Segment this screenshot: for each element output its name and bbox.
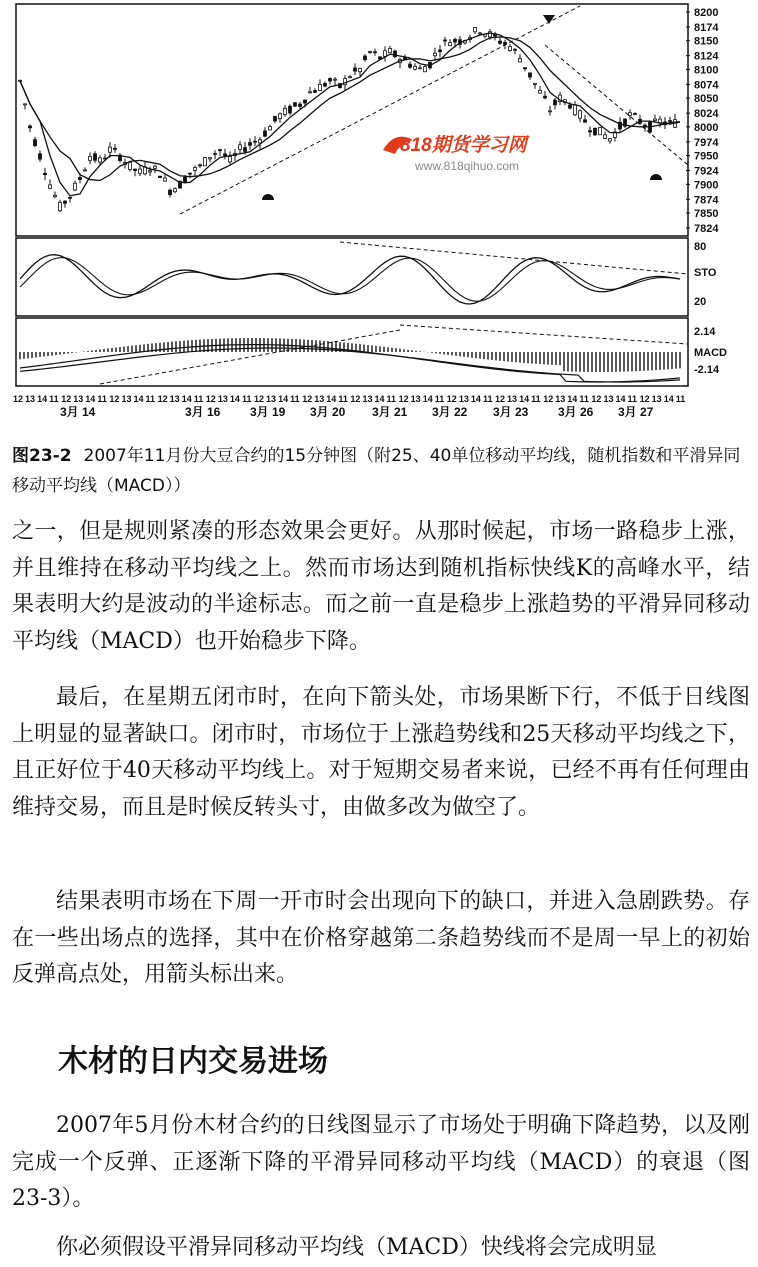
candle-body — [319, 84, 322, 90]
candle-body — [89, 157, 92, 161]
candle-body — [199, 165, 202, 166]
x-hour-tick: 11 — [482, 394, 493, 404]
stochastic-panel — [16, 238, 688, 316]
candle-body — [264, 131, 267, 136]
candle-body — [524, 68, 527, 69]
x-hour-tick: 14 — [422, 394, 433, 404]
candle-body — [219, 150, 222, 151]
candle-body — [279, 114, 282, 119]
price-tick: 7950 — [694, 150, 719, 163]
x-hour-tick: 13 — [73, 394, 84, 404]
candle-body — [434, 53, 437, 55]
x-axis-dates — [60, 405, 654, 419]
candle-body — [509, 47, 512, 51]
x-hour-tick: 14 — [519, 394, 530, 404]
macd-tick-high: 2.14 — [694, 326, 716, 338]
candle-body — [94, 154, 97, 161]
x-hour-tick: 14 — [278, 394, 289, 404]
x-date-label: 3月 16 — [185, 405, 221, 419]
paragraph: 最后，在星期五闭市时，在向下箭头处，市场果断下行，不低于日线图上明显的显著缺口。闭市时，市场位于上涨趋势线和25天移动平均线之下，且正好位于40天移动平均线上。对于短期交易者来说，已经不再有任何理由维持交易，而且是时候反转头寸，由做多改为做空了。 — [12, 685, 750, 820]
x-hour-tick: 12 — [446, 394, 457, 404]
x-hour-tick: 11 — [531, 394, 541, 404]
sto-label: STO — [694, 267, 717, 279]
candle-body — [609, 139, 612, 141]
candle-body — [349, 77, 352, 78]
caption-text: 2007年11月份大豆合约的15分钟图（附25、40单位移动平均线，随机指数和平滑异同移动平均线（MACD）） — [12, 446, 741, 496]
x-hour-tick: 12 — [61, 394, 72, 404]
candle-body — [79, 178, 82, 180]
sto-tick-80: 80 — [694, 241, 707, 253]
candle-body — [109, 147, 112, 152]
candle-body — [604, 135, 607, 139]
x-date-label: 3月 26 — [558, 405, 594, 419]
candle-body — [454, 39, 457, 42]
price-axis-ticks — [686, 7, 719, 235]
candle-body — [354, 68, 357, 71]
price-tick: 8100 — [694, 64, 719, 77]
soybean-15min-chart — [0, 0, 758, 420]
price-tick: 7924 — [694, 165, 719, 178]
candle-body — [554, 100, 557, 105]
candle-body — [309, 92, 312, 93]
x-hour-tick: 11 — [386, 394, 397, 404]
x-hour-tick: 12 — [639, 394, 650, 404]
x-hour-tick: 14 — [470, 394, 481, 404]
candle-body — [154, 166, 157, 168]
price-tick: 8024 — [694, 108, 719, 121]
candle-body — [409, 64, 412, 67]
x-hour-tick: 11 — [434, 394, 445, 404]
candle-body — [139, 169, 142, 173]
x-hour-tick: 12 — [350, 394, 361, 404]
paragraph: 2007年5月份木材合约的日线图显示了市场处于明确下降趋势，以及刚完成一个反弹、正逐渐下降的平滑异同移动平均线（MACD）的衰退（图23-3）。 — [12, 1113, 750, 1211]
candle-body — [574, 105, 577, 115]
section-heading: 木材的日内交易进场 — [58, 1044, 328, 1079]
x-axis-hours — [13, 394, 685, 404]
x-hour-tick: 11 — [579, 394, 589, 404]
x-hour-tick: 11 — [338, 394, 348, 404]
candle-body — [629, 113, 632, 116]
price-panel — [16, 4, 688, 236]
candle-body — [64, 201, 67, 203]
candle-body — [294, 103, 297, 106]
candle-body — [284, 108, 287, 114]
x-hour-tick: 14 — [181, 394, 192, 404]
x-hour-tick: 13 — [555, 394, 566, 404]
caption-label: 图23-2 — [12, 446, 72, 466]
x-hour-tick: 11 — [97, 394, 107, 404]
macd-tick-low: -2.14 — [694, 364, 720, 376]
candle-body — [239, 145, 242, 150]
x-hour-tick: 12 — [254, 394, 265, 404]
x-date-label: 3月 21 — [372, 405, 408, 419]
price-tick: 8200 — [694, 7, 719, 19]
price-tick: 8074 — [694, 79, 719, 92]
candle-body — [84, 170, 87, 171]
price-tick: 8000 — [694, 121, 719, 134]
price-tick: 7850 — [694, 208, 719, 221]
x-hour-tick: 11 — [290, 394, 300, 404]
candle-body — [519, 58, 522, 62]
candle-body — [654, 119, 657, 121]
paragraph: 之一，但是规则紧凑的形态效果会更好。从那时候起，市场一路稳步上涨，并且维持在移动平均线之上。然而市场达到随机指标快线K的高峰水平，结果表明大约是波动的半途标志。而之前一直是稳步上涨趋势的平滑异同移动平均线（MACD）也开始稳步下降。 — [12, 519, 750, 654]
candle-body — [194, 168, 197, 171]
x-hour-tick: 14 — [85, 394, 96, 404]
candle-body — [269, 127, 272, 130]
price-tick: 7900 — [694, 179, 719, 192]
candle-body — [359, 69, 362, 72]
candle-body — [49, 185, 52, 188]
macd-label: MACD — [694, 347, 727, 359]
x-date-label: 3月 27 — [618, 405, 654, 419]
candle-body — [424, 67, 427, 72]
x-hour-tick: 11 — [49, 394, 59, 404]
candle-body — [229, 157, 232, 162]
x-date-label: 3月 19 — [250, 405, 286, 419]
candle-body — [364, 56, 367, 60]
candle-body — [444, 40, 447, 41]
x-hour-tick: 12 — [157, 394, 168, 404]
x-hour-tick: 12 — [495, 394, 506, 404]
candle-body — [169, 190, 172, 195]
x-date-label: 3月 22 — [432, 405, 468, 419]
candle-body — [324, 83, 327, 86]
price-tick: 7824 — [694, 223, 719, 235]
x-hour-tick: 13 — [507, 394, 518, 404]
candle-body — [29, 126, 32, 128]
candle-body — [589, 131, 592, 132]
candle-body — [314, 91, 317, 93]
candle-body — [159, 176, 162, 177]
x-hour-tick: 11 — [145, 394, 156, 404]
x-hour-tick: 13 — [410, 394, 421, 404]
candle-body — [214, 153, 217, 154]
candle-body — [514, 49, 517, 50]
candle-body — [244, 148, 247, 152]
candle-body — [44, 173, 47, 174]
x-hour-tick: 14 — [229, 394, 240, 404]
watermark-title: 818期货学习网 — [400, 135, 527, 156]
candle-body — [594, 128, 597, 135]
x-hour-tick: 12 — [398, 394, 409, 404]
paragraph: 结果表明市场在下周一开市时会出现向下的缺口，并进入急剧跌势。存在一些出场点的选择，其中在价格穿越第二条趋势线而不是周一早上的初始反弹高点处，用箭头标出来。 — [12, 889, 750, 987]
candle-body — [439, 50, 442, 52]
candle-body — [474, 28, 477, 32]
x-hour-tick: 14 — [567, 394, 578, 404]
x-hour-tick: 14 — [37, 394, 48, 404]
x-hour-tick: 11 — [627, 394, 638, 404]
candle-body — [534, 83, 537, 84]
x-hour-tick: 12 — [543, 394, 554, 404]
candle-body — [599, 127, 602, 134]
candle-body — [134, 169, 137, 170]
price-tick: 8124 — [694, 50, 719, 63]
price-tick: 8174 — [694, 21, 719, 34]
x-hour-tick: 11 — [241, 394, 252, 404]
price-tick: 8050 — [694, 93, 719, 106]
x-hour-tick: 13 — [121, 394, 132, 404]
candle-body — [529, 73, 532, 77]
x-date-label: 3月 20 — [310, 405, 346, 419]
x-hour-tick: 12 — [109, 394, 120, 404]
x-hour-tick: 13 — [603, 394, 614, 404]
candle-body — [189, 173, 192, 174]
candle-body — [584, 120, 587, 122]
candle-body — [69, 197, 72, 198]
candle-body — [659, 119, 662, 123]
x-date-label: 3月 23 — [493, 405, 529, 419]
x-hour-tick: 14 — [133, 394, 144, 404]
candle-body — [149, 171, 152, 172]
candle-body — [24, 104, 27, 105]
x-hour-tick: 12 — [13, 394, 24, 404]
x-hour-tick: 12 — [205, 394, 216, 404]
x-hour-tick: 13 — [169, 394, 180, 404]
candle-body — [114, 148, 117, 149]
x-hour-tick: 13 — [651, 394, 662, 404]
candle-body — [634, 113, 637, 114]
candle-body — [549, 111, 552, 112]
candle-body — [289, 106, 292, 113]
x-hour-tick: 13 — [266, 394, 277, 404]
candle-body — [304, 100, 307, 103]
x-hour-tick: 14 — [326, 394, 337, 404]
figure-caption — [12, 441, 747, 501]
candle-body — [59, 202, 62, 210]
candle-body — [539, 90, 542, 93]
candle-body — [54, 195, 57, 196]
candle-body — [669, 121, 672, 122]
paragraph: 你必须假设平滑异同移动平均线（MACD）快线将会完成明显 — [56, 1235, 657, 1260]
candle-body — [374, 52, 377, 53]
candle-body — [174, 189, 177, 192]
candle-body — [224, 154, 227, 156]
candle-body — [164, 178, 167, 181]
candle-body — [579, 111, 582, 118]
candle-body — [334, 79, 337, 80]
x-hour-tick: 14 — [663, 394, 674, 404]
x-hour-tick: 12 — [591, 394, 602, 404]
sto-tick-20: 20 — [694, 296, 707, 308]
candle-body — [204, 157, 207, 165]
candle-body — [39, 154, 42, 159]
candle-body — [499, 41, 502, 43]
x-hour-tick: 13 — [25, 394, 36, 404]
candle-body — [569, 105, 572, 108]
x-hour-tick: 11 — [675, 394, 686, 404]
candle-body — [74, 183, 77, 190]
candle-body — [369, 52, 372, 53]
candle-body — [389, 48, 392, 52]
x-hour-tick: 14 — [374, 394, 385, 404]
candle-body — [274, 116, 277, 121]
watermark-url: www.818qihuo.com — [415, 159, 520, 173]
x-hour-tick: 11 — [193, 394, 204, 404]
price-tick: 8150 — [694, 35, 719, 48]
x-hour-tick: 14 — [615, 394, 626, 404]
candle-body — [419, 68, 422, 69]
x-hour-tick: 13 — [458, 394, 469, 404]
candle-body — [249, 143, 252, 146]
candle-body — [479, 33, 482, 34]
candle-body — [329, 79, 332, 81]
x-hour-tick: 13 — [217, 394, 228, 404]
candle-body — [34, 140, 37, 146]
x-date-label: 3月 14 — [60, 405, 96, 419]
candle-body — [99, 158, 102, 162]
candle-body — [254, 141, 257, 142]
candle-body — [299, 104, 302, 106]
candle-body — [384, 51, 387, 57]
candle-body — [209, 158, 212, 159]
price-tick: 7874 — [694, 194, 719, 207]
candle-body — [414, 66, 417, 69]
candle-body — [449, 43, 452, 46]
x-hour-tick: 13 — [362, 394, 373, 404]
candle-body — [544, 96, 547, 98]
candle-body — [129, 162, 132, 169]
x-hour-tick: 13 — [314, 394, 325, 404]
x-hour-tick: 12 — [302, 394, 313, 404]
price-tick: 7974 — [694, 136, 719, 149]
